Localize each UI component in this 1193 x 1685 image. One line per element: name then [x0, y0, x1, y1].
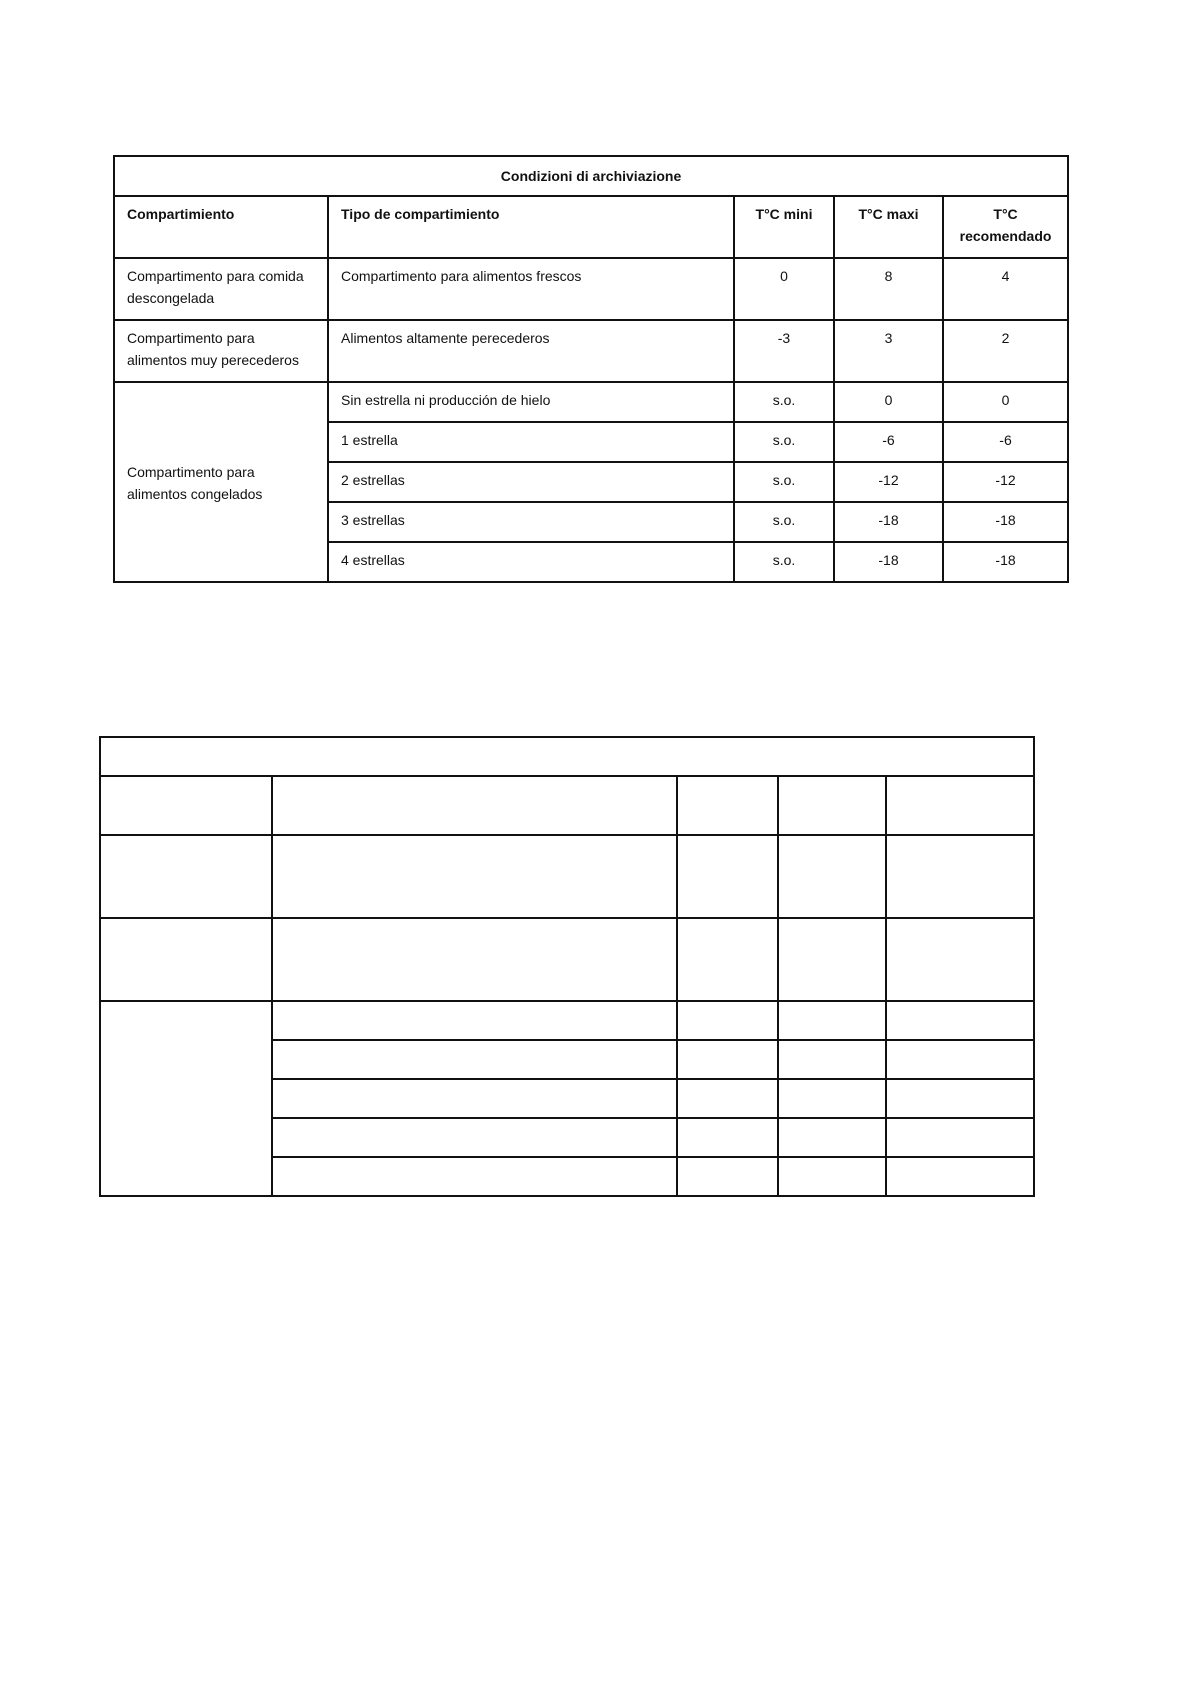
empty-cell	[677, 1079, 778, 1118]
empty-cell	[677, 1118, 778, 1157]
cell-type: Sin estrella ni producción de hielo	[328, 382, 734, 422]
table-row	[114, 320, 1068, 382]
empty-cell	[272, 835, 677, 918]
empty-cell	[677, 835, 778, 918]
empty-cell	[100, 776, 272, 835]
empty-cell	[778, 776, 886, 835]
table-row	[114, 382, 1068, 422]
empty-cell	[778, 918, 886, 1001]
empty-cell	[272, 1157, 677, 1196]
empty-cell	[886, 1040, 1034, 1079]
cell-recommended: 2	[943, 320, 1068, 382]
table-title: Condizioni di archiviazione	[114, 156, 1068, 196]
header-min: T°C mini	[734, 196, 834, 258]
cell-min: s.o.	[734, 502, 834, 542]
table-title-row	[114, 156, 1068, 196]
empty-cell	[677, 918, 778, 1001]
empty-cell	[886, 835, 1034, 918]
cell-recommended: 4	[943, 258, 1068, 320]
cell-max: 3	[834, 320, 943, 382]
header-compartment: Compartimiento	[114, 196, 328, 258]
header-recommended: T°C recomendado	[943, 196, 1068, 258]
empty-cell	[272, 1040, 677, 1079]
empty-cell	[778, 1079, 886, 1118]
empty-title-row	[100, 737, 1034, 776]
cell-compartment: Compartimento para comida descongelada	[114, 258, 328, 320]
empty-cell	[886, 776, 1034, 835]
empty-cell	[100, 835, 272, 918]
cell-min: 0	[734, 258, 834, 320]
empty-row	[100, 835, 1034, 918]
table-header-row	[114, 196, 1068, 258]
empty-cell	[677, 1001, 778, 1040]
empty-cell	[272, 1079, 677, 1118]
empty-row	[100, 918, 1034, 1001]
cell-min: -3	[734, 320, 834, 382]
cell-type: 1 estrella	[328, 422, 734, 462]
cell-min: s.o.	[734, 382, 834, 422]
cell-min: s.o.	[734, 542, 834, 582]
cell-recommended: -18	[943, 542, 1068, 582]
empty-cell	[778, 1001, 886, 1040]
empty-cell	[272, 1118, 677, 1157]
empty-cell	[272, 1001, 677, 1040]
cell-compartment: Compartimento para alimentos muy perecederos	[114, 320, 328, 382]
empty-cell	[886, 1001, 1034, 1040]
empty-cell	[677, 1040, 778, 1079]
cell-max: -18	[834, 542, 943, 582]
empty-cell	[272, 918, 677, 1001]
cell-max: -12	[834, 462, 943, 502]
table-row	[114, 258, 1068, 320]
empty-cell	[886, 1079, 1034, 1118]
cell-type: Alimentos altamente perecederos	[328, 320, 734, 382]
empty-table-template	[99, 736, 1035, 1197]
empty-cell	[886, 918, 1034, 1001]
empty-cell	[778, 1118, 886, 1157]
cell-max: -6	[834, 422, 943, 462]
storage-conditions-table	[113, 155, 1069, 583]
empty-header-row	[100, 776, 1034, 835]
cell-recommended: -18	[943, 502, 1068, 542]
cell-max: 0	[834, 382, 943, 422]
cell-recommended: -12	[943, 462, 1068, 502]
empty-cell	[778, 835, 886, 918]
header-max: T°C maxi	[834, 196, 943, 258]
cell-type: 4 estrellas	[328, 542, 734, 582]
empty-cell	[677, 1157, 778, 1196]
empty-cell	[272, 776, 677, 835]
empty-cell	[778, 1157, 886, 1196]
empty-cell	[100, 918, 272, 1001]
cell-max: 8	[834, 258, 943, 320]
cell-type: 3 estrellas	[328, 502, 734, 542]
cell-compartment-frozen: Compartimento para alimentos congelados	[114, 382, 328, 582]
header-type: Tipo de compartimiento	[328, 196, 734, 258]
cell-max: -18	[834, 502, 943, 542]
cell-min: s.o.	[734, 422, 834, 462]
empty-cell	[100, 1001, 272, 1196]
empty-cell	[778, 1040, 886, 1079]
cell-recommended: 0	[943, 382, 1068, 422]
cell-recommended: -6	[943, 422, 1068, 462]
empty-cell	[677, 776, 778, 835]
empty-row	[100, 1001, 1034, 1040]
cell-min: s.o.	[734, 462, 834, 502]
cell-type: Compartimento para alimentos frescos	[328, 258, 734, 320]
cell-type: 2 estrellas	[328, 462, 734, 502]
empty-cell	[100, 737, 1034, 776]
empty-cell	[886, 1157, 1034, 1196]
empty-cell	[886, 1118, 1034, 1157]
